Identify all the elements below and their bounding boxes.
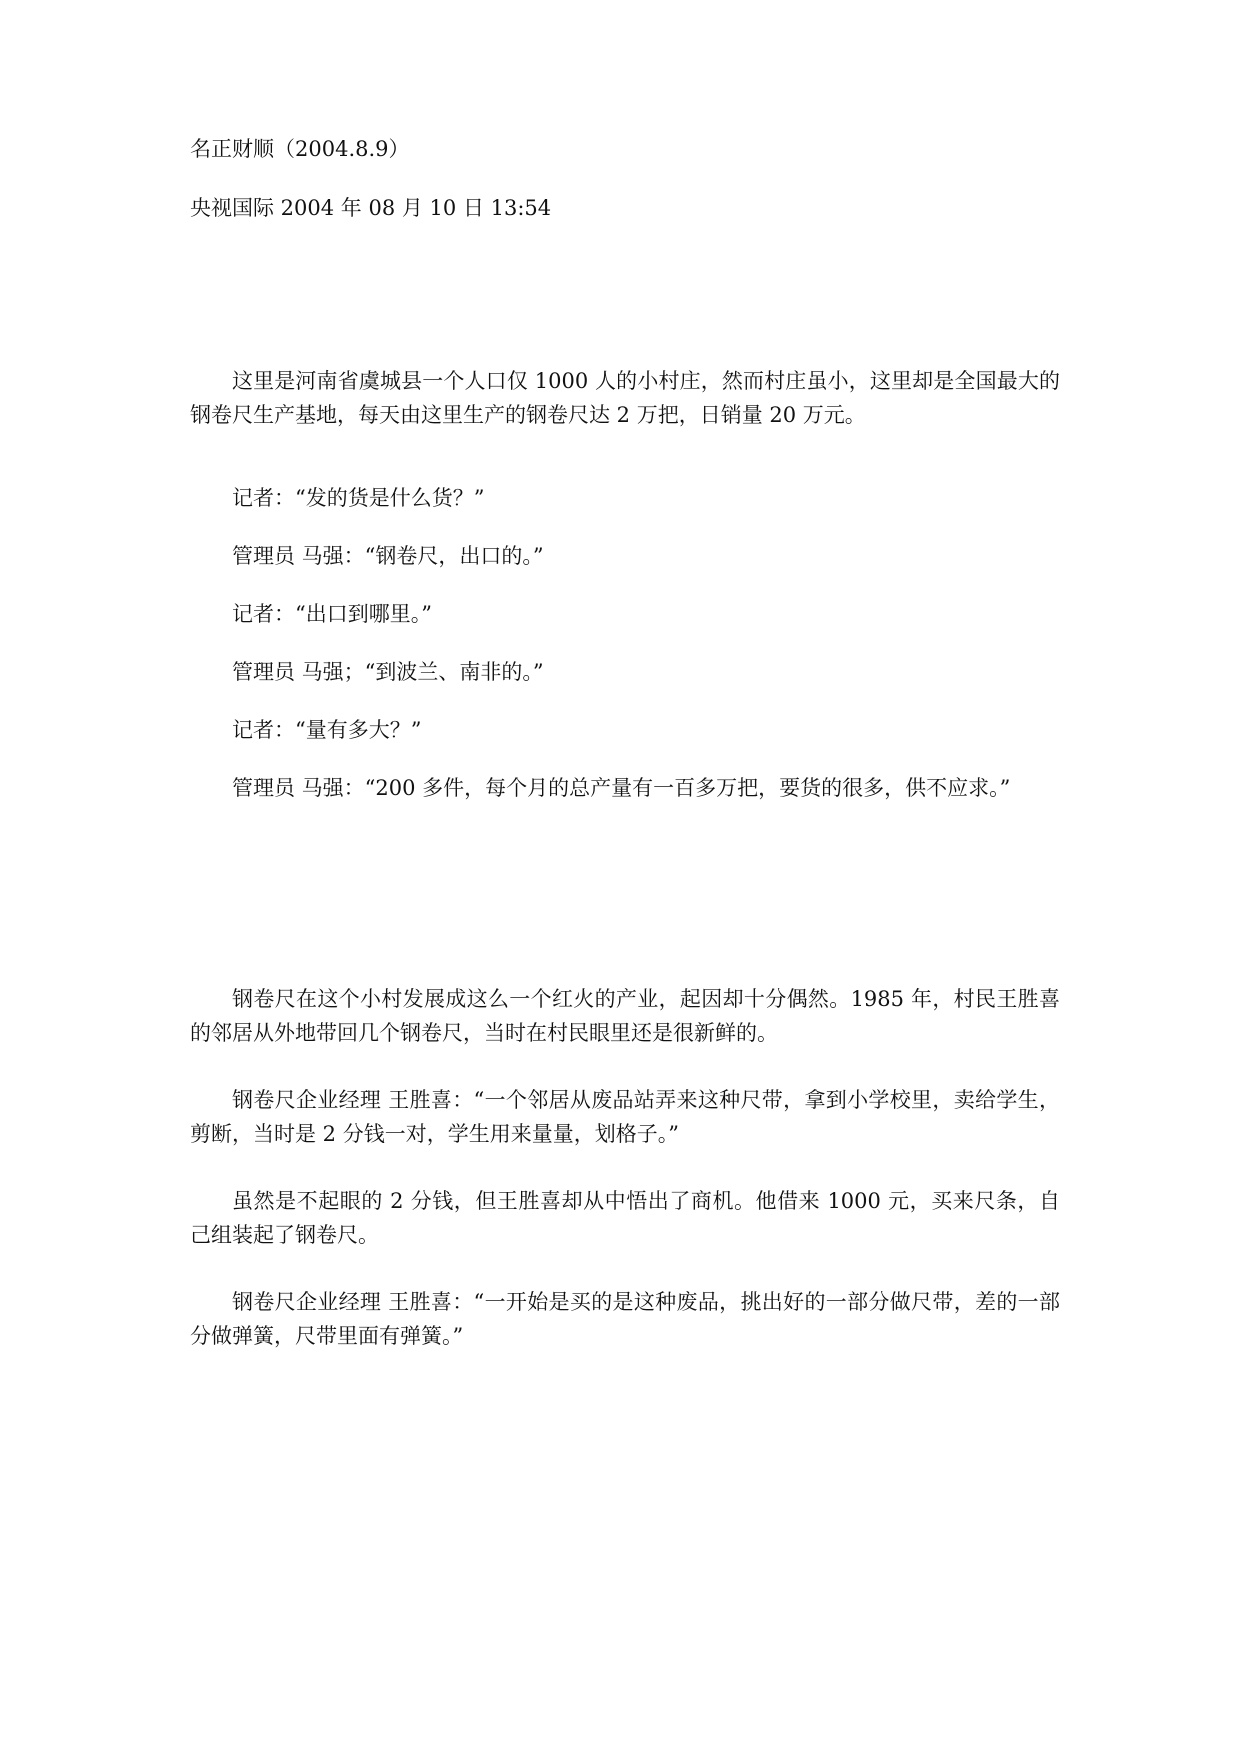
story-paragraph: 钢卷尺企业经理 王胜喜：“一开始是买的是这种废品，挑出好的一部分做尺带，差的一部分做弹簧，尺带里面有弹簧。”: [190, 1290, 1060, 1348]
document-title: 名正财顺（2004.8.9）: [190, 137, 410, 161]
story-paragraph: 虽然是不起眼的 2 分钱，但王胜喜却从中悟出了商机。他借来 1000 元，买来尺条，自己组装起了钢卷尺。: [190, 1189, 1060, 1247]
dialogue-line: 记者：“出口到哪里。”: [232, 602, 432, 626]
source-dateline: 央视国际 2004 年 08 月 10 日 13:54: [190, 196, 552, 220]
dialogue-line: 记者：“发的货是什么货？”: [232, 486, 485, 510]
dialogue-line: 管理员 马强：“钢卷尺，出口的。”: [232, 544, 544, 568]
dialogue-line: 记者：“量有多大？”: [232, 718, 422, 742]
story-paragraph: 钢卷尺企业经理 王胜喜：“一个邻居从废品站弄来这种尺带，拿到小学校里，卖给学生，剪断，当时是 2 分钱一对，学生用来量量，划格子。”: [190, 1088, 1060, 1146]
story-paragraph: 钢卷尺在这个小村发展成这么一个红火的产业，起因却十分偶然。1985 年，村民王胜喜的邻居从外地带回几个钢卷尺，当时在村民眼里还是很新鲜的。: [190, 987, 1060, 1045]
intro-paragraph: 这里是河南省虞城县一个人口仅 1000 人的小村庄，然而村庄虽小，这里却是全国最大的钢卷尺生产基地，每天由这里生产的钢卷尺达 2 万把，日销量 20 万元。: [190, 369, 1060, 427]
dialogue-line: 管理员 马强；“到波兰、南非的。”: [232, 660, 544, 684]
dialogue-line: 管理员 马强：“200 多件，每个月的总产量有一百多万把，要货的很多，供不应求。”: [232, 776, 1011, 800]
